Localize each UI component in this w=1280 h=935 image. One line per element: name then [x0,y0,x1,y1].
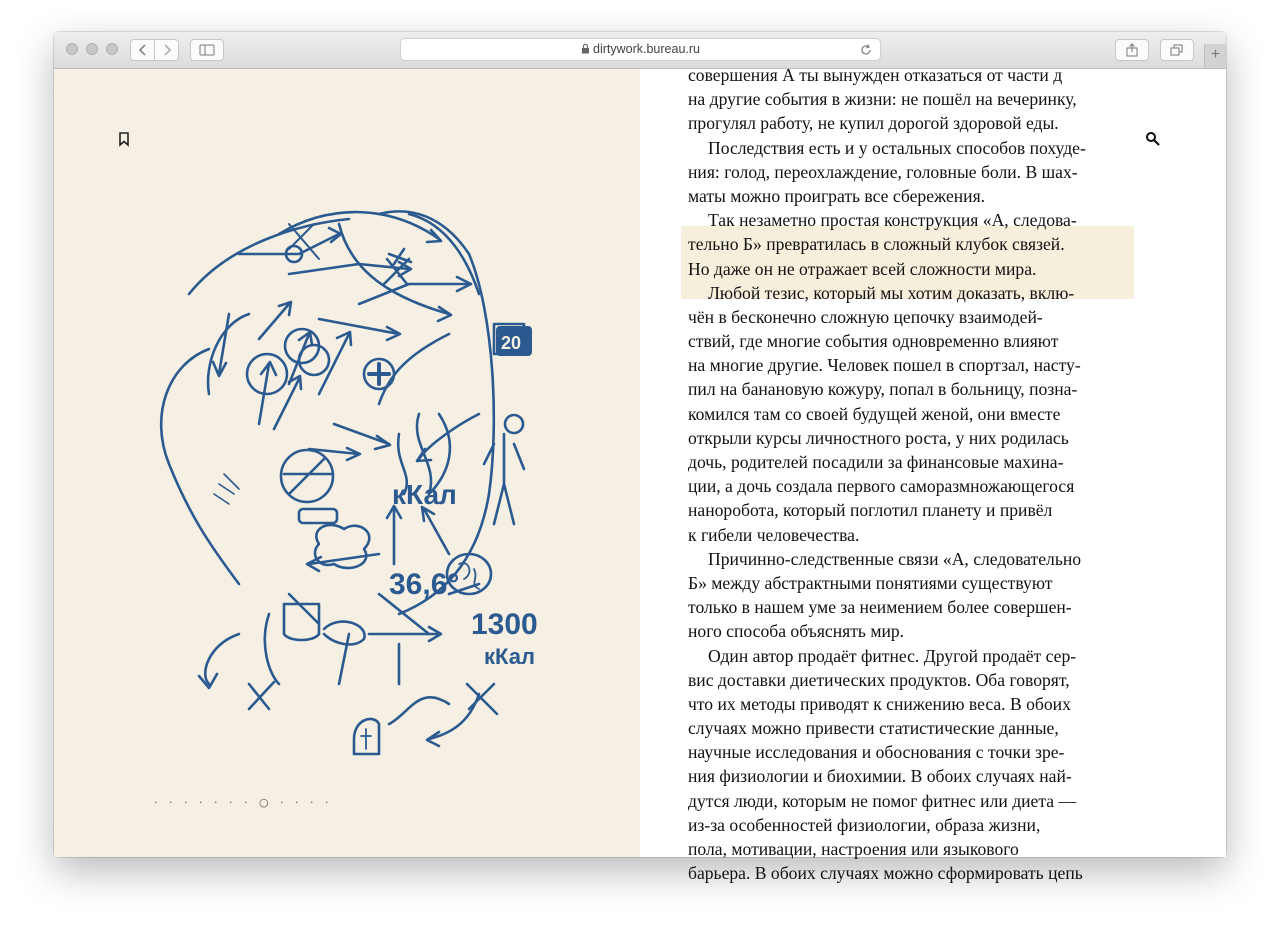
article-line: Один автор продаёт фитнес. Другой продаёт сер- [708,645,1077,666]
article-line: на другие события в жизни: не пошёл на вечеринку, [688,89,1077,110]
article-line: вис доставки диетических продуктов. Оба говорят, [688,669,1070,690]
kcal-amount-unit: кКал [484,644,535,669]
share-button[interactable] [1115,39,1149,61]
lock-icon [581,43,590,54]
kcal-label: кКал [392,479,457,510]
article-line: ного способа объяснять мир. [688,621,905,642]
sidebar-button[interactable] [190,39,224,61]
chevron-right-icon [162,44,172,56]
url-text: dirtywork.bureau.ru [593,42,700,56]
article-line: только в нашем уме за неимением более совершен- [688,597,1072,618]
share-icon [1126,43,1138,57]
article-line: на многие другие. Человек пошел в спортзал, насту- [688,355,1081,376]
illustration-page [54,69,640,857]
back-button[interactable] [130,39,155,61]
article-line: дочь, родителей посадили за финансовые махина- [688,452,1064,472]
article-line: Причинно-следственные связи «А, следовательно [708,548,1082,569]
bookmark-icon[interactable] [118,132,130,147]
article-line: что их методы приводят к снижению веса. В обоих [688,693,1071,714]
article-line: из-за особенностей физиологии, образа жизни, [688,814,1041,835]
tabs-overview-button[interactable] [1160,39,1194,61]
article-line: Но даже он не отражает всей сложности мира. [688,258,1037,279]
chevron-left-icon [138,44,148,56]
article-line: комился там со своей будущей женой, они вместе [688,403,1061,424]
article-line: дутся люди, которым не помог фитнес или диета — [688,790,1077,811]
article-line: пил на банановую кожуру, попал в больницу, позна- [688,379,1078,400]
text-page [640,65,1226,884]
close-window-button[interactable] [66,43,78,55]
browser-window [54,32,1226,884]
page-pager[interactable]: · · · · · · · ○ · · · · [154,796,333,809]
reload-icon [860,44,872,56]
article-line: Последствия есть и у остальных способов похуде- [708,137,1086,158]
calorie-doodle-illustration [149,164,539,704]
article-text [688,63,1148,885]
article-line: к гибели человечества. [688,524,860,545]
article-line: наноробота, который поглотил планету и привёл [688,500,1053,521]
weight-label: 20 [501,333,522,353]
temperature-label: 36,6° [389,568,460,601]
article-line: тельно Б» превратилась в сложный клубок связей. [688,234,1065,255]
article-line: ния: голод, переохлаждение, головные боли. В шах- [688,161,1078,182]
article-line: ния физиологии и биохимии. В обоих случаях най- [688,766,1072,787]
reload-button[interactable] [860,39,872,62]
article-line: Б» между абстрактными понятиями существуют [688,572,1053,593]
minimize-window-button[interactable] [86,43,98,55]
kcal-amount-label: 1300 [471,608,538,641]
article-line: Так незаметно простая конструкция «А, следова- [708,210,1077,231]
article-line: чён в бесконечно сложную цепочку взаимодей- [688,306,1043,327]
article-line: открыли курсы личностного роста, у них родилась [688,427,1069,448]
new-tab-button[interactable]: + [1204,44,1226,68]
article-line: ции, а дочь создала первого саморазмножающегося [688,476,1075,497]
tabs-icon [1170,44,1184,56]
article-line: Любой тезис, который мы хотим доказать, вклю- [708,282,1075,303]
article-line: барьера. В обоих случаях можно сформировать цепь [688,863,1083,884]
article-line: маты можно проиграть все сбережения. [688,185,986,206]
article-line: пола, мотивации, настроения или языкового [688,839,1019,859]
article-line: совершения А ты вынужден отказаться от части д [688,65,1063,85]
forward-button[interactable] [154,39,179,61]
zoom-window-button[interactable] [106,43,118,55]
article-line: прогулял работу, не купил дорогой здоровой еды. [688,113,1059,134]
article-line: научные исследования и обоснования с точки зре- [688,742,1065,763]
article-line: случаях можно привести статистические данные, [688,718,1059,739]
sidebar-icon [199,44,215,56]
article-line: ствий, где многие события одновременно влияют [688,331,1059,352]
address-bar[interactable] [400,38,881,61]
